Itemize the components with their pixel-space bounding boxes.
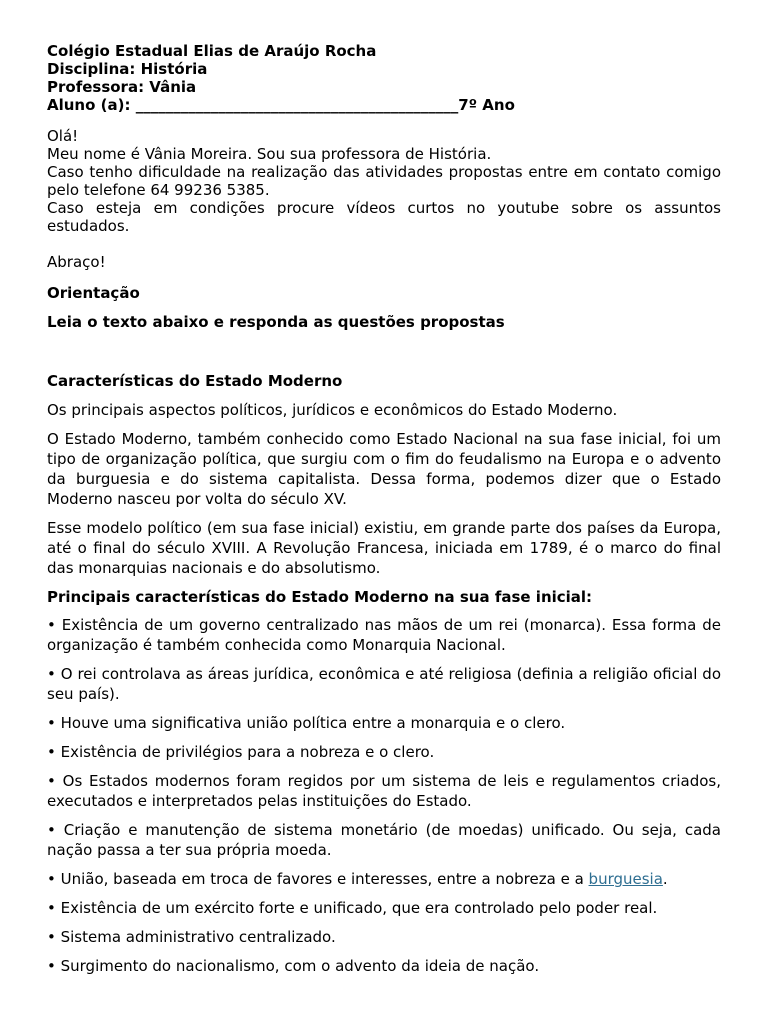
list-item-text: • União, baseada em troca de favores e interesses, entre a nobreza e a [47,870,589,888]
list-item: • Existência de um exército forte e unificado, que era controlado pelo poder real. [47,899,658,917]
closing: Abraço! [47,253,106,271]
list-item: • Surgimento do nacionalismo, com o advento da ideia de nação. [47,957,540,975]
orientation-title: Orientação [47,284,140,302]
student-line: Aluno (a): ___________________________________________7º Ano [47,96,515,114]
article-subtitle: Os principais aspectos políticos, jurídicos e econômicos do Estado Moderno. [47,401,618,419]
list-item: • O rei controlava as áreas jurídica, econômica e até religiosa (definia a religião oficial do seu país). [47,665,721,703]
intro-message [47,127,721,271]
list-item-text: . [662,870,668,888]
list-item: • Os Estados modernos foram regidos por um sistema de leis e regulamentos criados, executados e interpretados pelas instituições do Estado. [47,772,721,810]
subject-line: Disciplina: História [47,60,208,78]
document-header [47,42,721,114]
list-item: • Existência de um governo centralizado nas mãos de um rei (monarca). Essa forma de organização é também conhecida como Monarquia Nacional. [47,616,721,654]
article-paragraph: O Estado Moderno, também conhecido como Estado Nacional na sua fase inicial, foi um tipo de organização política, que surgiu com o fim do feudalismo na Europa e o advento da burguesia e do sistema capitalista. Dessa forma, podemos dizer que o Estado Moderno nasceu por volta do século XV. [47,430,721,508]
article-paragraph: Esse modelo político (em sua fase inicial) existiu, em grande parte dos países da Europa, até o final do século XVIII. A Revolução Francesa, iniciada em 1789, é o marco do final das monarquias nacionais e do absolutismo. [47,519,721,577]
list-item [47,869,721,889]
list-title: Principais características do Estado Moderno na sua fase inicial: [47,588,593,606]
greeting: Olá! [47,127,79,145]
orientation-instruction: Leia o texto abaixo e responda as questões propostas [47,313,505,331]
school-name: Colégio Estadual Elias de Araújo Rocha [47,42,377,60]
article-title: Características do Estado Moderno [47,372,343,390]
intro-line-1: Meu nome é Vânia Moreira. Sou sua professora de História. [47,145,492,163]
intro-line-2: Caso tenho dificuldade na realização das atividades propostas entre em contato comigo pelo telefone 64 99236 5385. [47,163,721,199]
burguesia-link[interactable]: burguesia [588,870,663,888]
list-item: • Existência de privilégios para a nobreza e o clero. [47,743,435,761]
teacher-line: Professora: Vânia [47,78,197,96]
list-item: • Sistema administrativo centralizado. [47,928,336,946]
list-item: • Criação e manutenção de sistema monetário (de moedas) unificado. Ou seja, cada nação passa a ter sua própria moeda. [47,821,721,859]
intro-line-3: Caso esteja em condições procure vídeos curtos no youtube sobre os assuntos estudados. [47,199,721,235]
list-item: • Houve uma significativa união política entre a monarquia e o clero. [47,714,566,732]
